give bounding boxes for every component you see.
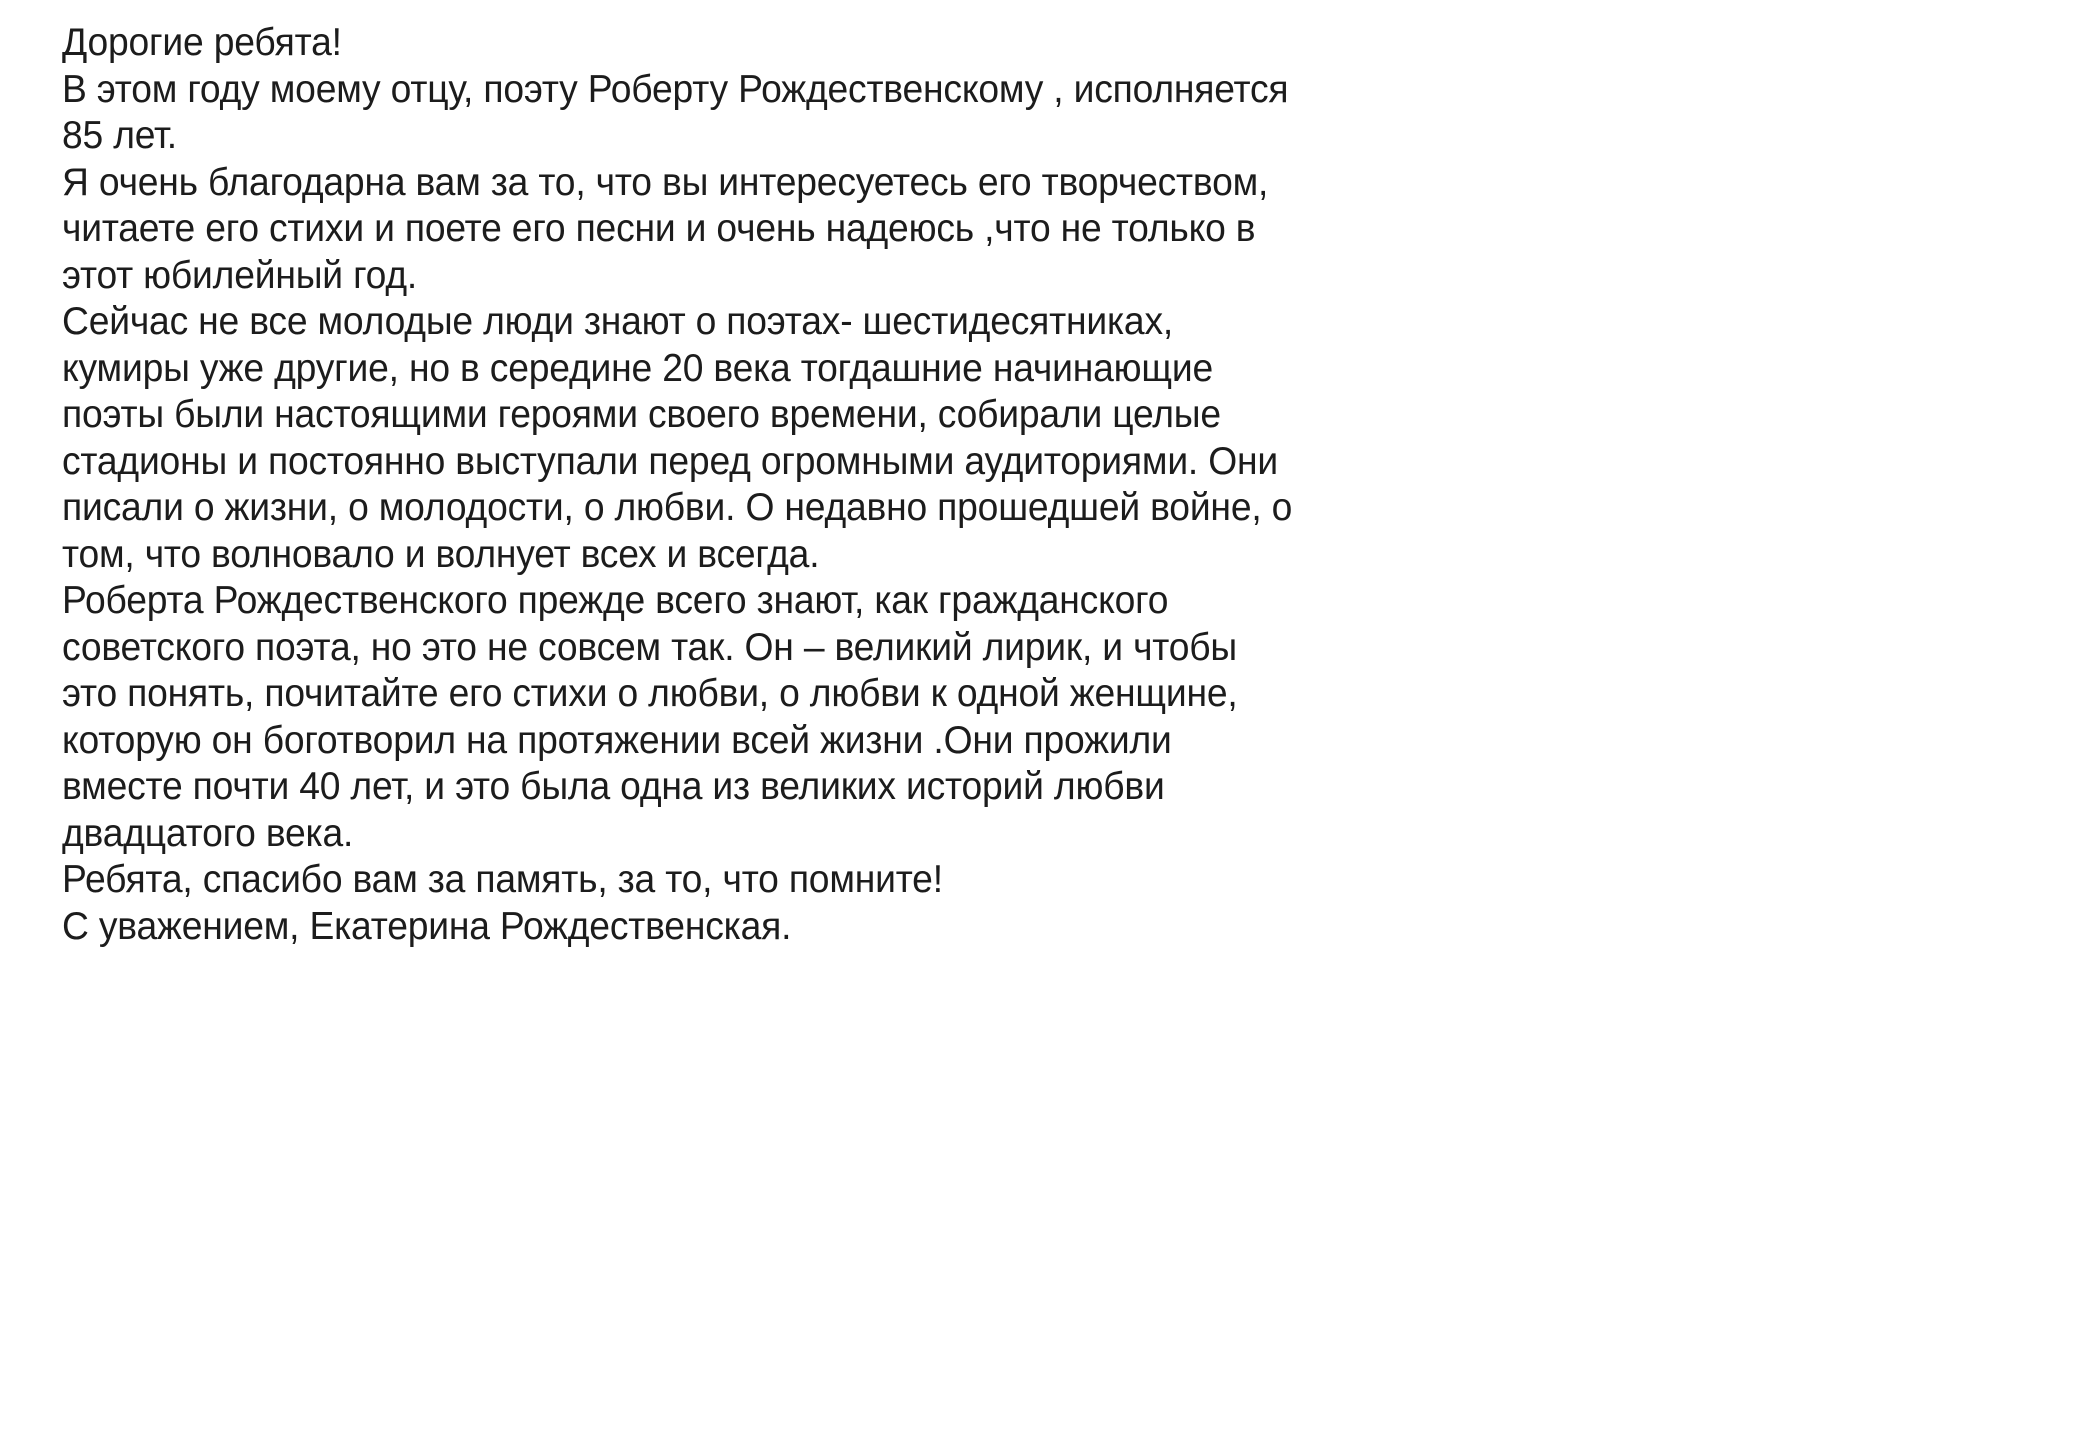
letter-line: стадионы и постоянно выступали перед огромными аудиториями. Они xyxy=(62,439,1279,483)
letter-line: В этом году моему отцу, поэту Роберту Рождественскому , исполняется xyxy=(62,67,1289,111)
letter-line: 85 лет. xyxy=(62,114,177,157)
letter-body xyxy=(62,20,1466,950)
letter-line: писали о жизни, о молодости, о любви. О недавно прошедшей войне, о xyxy=(62,486,1293,529)
letter-line: том, что волновало и волнует всех и всегда. xyxy=(62,532,820,576)
letter-greeting: Дорогие ребята! xyxy=(62,21,342,64)
letter-line: поэты были настоящими героями своего времени, собирали целые xyxy=(62,393,1221,436)
letter-line: которую он боготворил на протяжении всей жизни .Они прожили xyxy=(62,718,1172,762)
letter-line: это понять, почитайте его стихи о любви, о любви к одной женщине, xyxy=(62,672,1238,715)
letter-line: этот юбилейный год. xyxy=(62,253,418,297)
letter-signature: С уважением, Екатерина Рождественская. xyxy=(62,904,792,948)
letter-thanks: Ребята, спасибо вам за память, за то, что помните! xyxy=(62,858,943,901)
letter-line: вместе почти 40 лет, и это была одна из великих историй любви xyxy=(62,765,1165,808)
letter-line: читаете его стихи и поете его песни и очень надеюсь ,что не только в xyxy=(62,207,1256,250)
letter-line: Роберта Рождественского прежде всего знают, как гражданского xyxy=(62,579,1169,622)
letter-line: кумиры уже другие, но в середине 20 века тогдашние начинающие xyxy=(62,346,1213,390)
letter-line: Я очень благодарна вам за то, что вы интересуетесь его творчеством, xyxy=(62,160,1269,204)
letter-line: Сейчас не все молодые люди знают о поэтах- шестидесятниках, xyxy=(62,300,1174,343)
letter-line: двадцатого века. xyxy=(62,811,354,855)
letter-line: советского поэта, но это не совсем так. Он – великий лирик, и чтобы xyxy=(62,625,1237,669)
